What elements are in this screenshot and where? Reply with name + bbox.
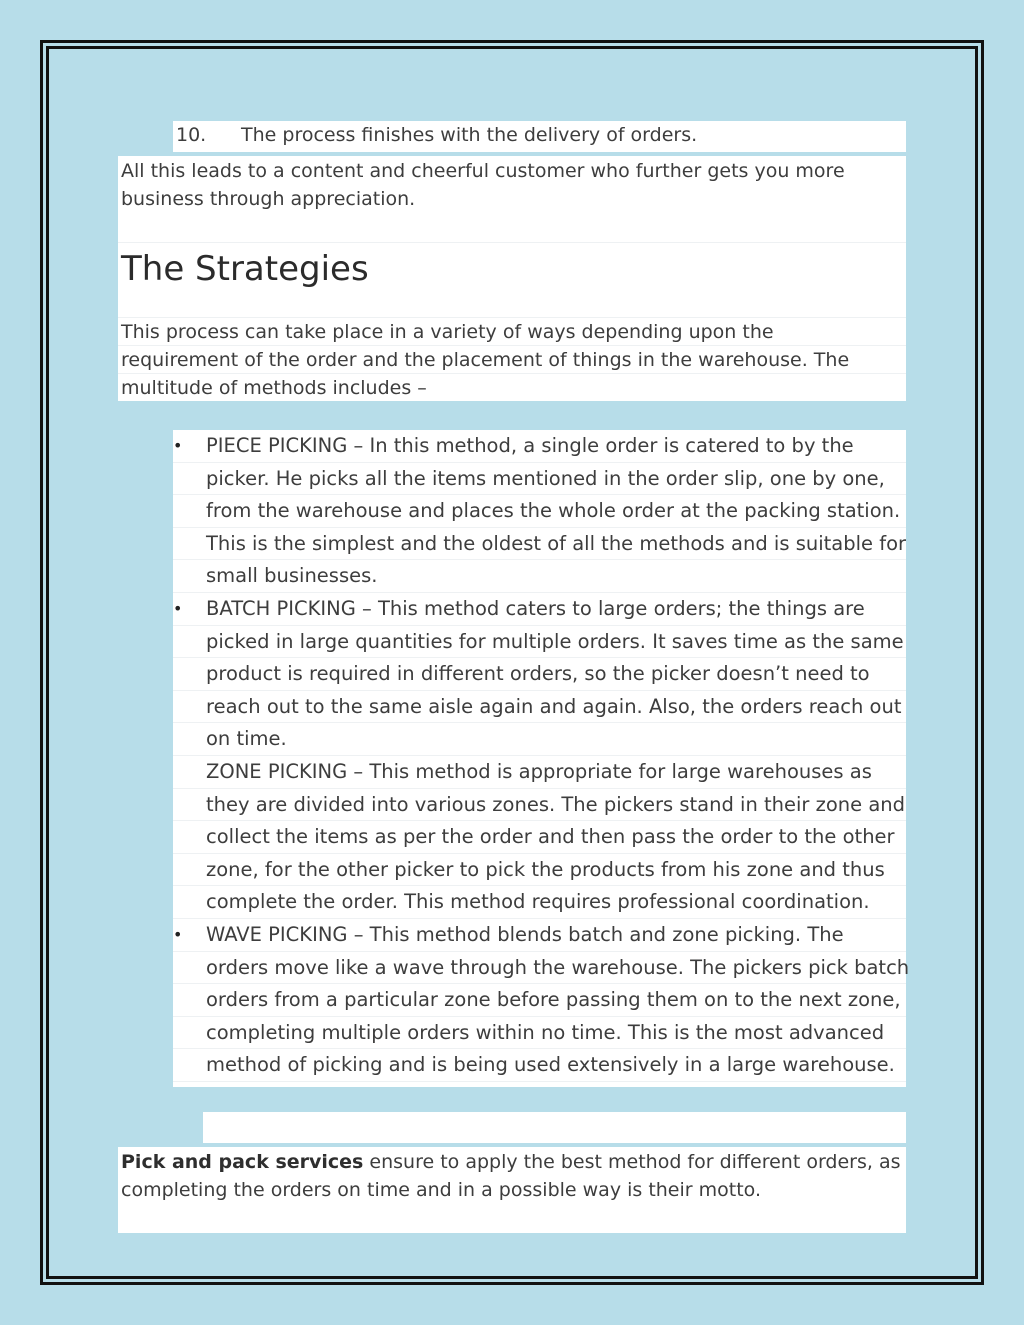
- methods-list: [173, 430, 910, 1087]
- intro-line-2: business through appreciation.: [121, 188, 416, 210]
- numbered-item-text: The process finishes with the delivery of orders.: [241, 124, 698, 146]
- method-0-line-3: [173, 528, 906, 561]
- closing-line-1-rest: ensure to apply the best method for different orders, as: [363, 1151, 901, 1173]
- method-2-line-0: [173, 756, 906, 789]
- method-1-line-0: [173, 593, 906, 626]
- closing-paragraph: [118, 1147, 906, 1233]
- method-line-text: picker. He picks all the items mentioned in the order slip, one by one,: [206, 466, 885, 490]
- method-2-line-1: [173, 789, 906, 822]
- method-line-text: small businesses.: [206, 564, 378, 588]
- section-heading: The Strategies: [121, 249, 369, 289]
- method-line-text: they are divided into various zones. The pickers stand in their zone and: [206, 792, 906, 816]
- method-line-text: on time.: [206, 727, 287, 751]
- method-line-text: PIECE PICKING – In this method, a single order is catered to by the: [206, 434, 854, 457]
- method-2-line-4: [173, 886, 906, 919]
- method-line-text: complete the order. This method requires professional coordination.: [206, 890, 870, 914]
- strategy-line-3: multitude of methods includes –: [121, 377, 427, 399]
- method-line-text: orders move like a wave through the warehouse. The pickers pick batch: [206, 955, 910, 979]
- method-line-text: orders from a particular zone before passing them on to the next zone,: [206, 988, 901, 1012]
- method-0-line-0: [173, 430, 906, 463]
- method-line-text: reach out to the same aisle again and again. Also, the orders reach out: [206, 694, 902, 718]
- method-line-text: method of picking and is being used extensively in a large warehouse.: [206, 1053, 895, 1077]
- bullet-icon: •: [173, 924, 183, 944]
- method-line-text: completing multiple orders within no time. This is the most advanced: [206, 1020, 885, 1044]
- bullet-icon: •: [173, 598, 183, 618]
- method-line-text: product is required in different orders, so the picker doesn’t need to: [206, 662, 870, 686]
- heading-block: [118, 242, 906, 317]
- method-3-line-2: [173, 984, 906, 1017]
- method-1-line-3: [173, 691, 906, 724]
- method-0-line-4: [173, 560, 906, 593]
- method-line-text: BATCH PICKING – This method caters to large orders; the things are: [206, 596, 865, 620]
- method-line-text: collect the items as per the order and then pass the order to the other: [206, 825, 895, 849]
- numbered-item: [173, 121, 906, 152]
- method-line-text: This is the simplest and the oldest of all the methods and is suitable for: [206, 531, 907, 555]
- method-2-line-2: [173, 821, 906, 854]
- method-0-line-1: [173, 463, 906, 496]
- methods-container: [173, 430, 910, 1082]
- intro-line-1: All this leads to a content and cheerful customer who further gets you more: [121, 160, 845, 182]
- strategy-line-2: requirement of the order and the placement of things in the warehouse. The: [118, 346, 906, 374]
- method-3-line-0: [173, 919, 906, 952]
- strategy-line-1: This process can take place in a variety of ways depending upon the: [118, 318, 906, 346]
- strategy-paragraph: [118, 317, 906, 401]
- method-1-line-2: [173, 658, 906, 691]
- method-0-line-2: [173, 495, 906, 528]
- method-3-line-1: [173, 952, 910, 985]
- method-1-line-1: [173, 626, 906, 659]
- intro-paragraph: [118, 156, 906, 242]
- method-3-line-3: [173, 1017, 906, 1050]
- method-line-text: picked in large quantities for multiple orders. It saves time as the same: [206, 629, 904, 653]
- closing-line-2: completing the orders on time and in a possible way is their motto.: [121, 1179, 761, 1201]
- method-line-text: from the warehouse and places the whole order at the packing station.: [206, 499, 901, 523]
- method-2-line-3: [173, 854, 906, 887]
- pick-and-pack-services-bold: Pick and pack services: [121, 1151, 364, 1173]
- closing-line-1: [121, 1148, 901, 1176]
- method-line-text: ZONE PICKING – This method is appropriate for large warehouses as: [206, 759, 872, 783]
- method-line-text: zone, for the other picker to pick the products from his zone and thus: [206, 857, 885, 881]
- method-3-line-4: [173, 1049, 906, 1082]
- method-line-text: WAVE PICKING – This method blends batch and zone picking. The: [206, 922, 844, 946]
- numbered-item-number: 10.: [176, 124, 207, 146]
- empty-block: [203, 1112, 906, 1143]
- bullet-icon: •: [173, 436, 183, 455]
- method-1-line-4: [173, 723, 906, 756]
